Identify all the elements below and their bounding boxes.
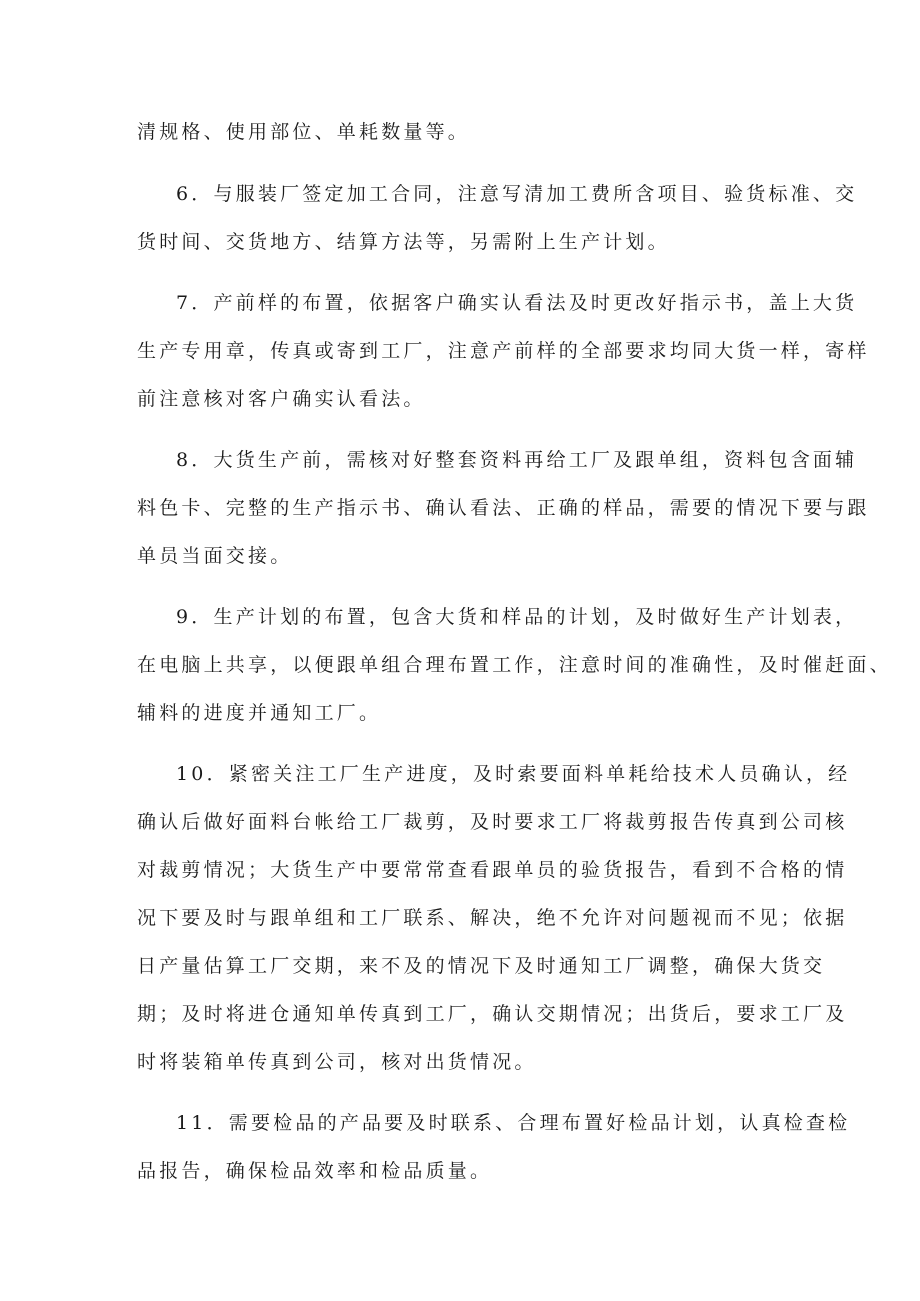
text-line: 况下要及时与跟单组和工厂联系、解决，绝不允许对问题视而不见；依据 <box>137 907 848 929</box>
text-line: 清规格、使用部位、单耗数量等。 <box>137 121 471 143</box>
text-line: 品报告，确保检品效率和检品质量。 <box>137 1160 493 1182</box>
text-line: 期；及时将进仓通知单传真到工厂，确认交期情况；出货后，要求工厂及 <box>137 1003 848 1025</box>
text-line: 货时间、交货地方、结算方法等，另需附上生产计划。 <box>137 231 670 253</box>
text-line: 生产专用章，传真或寄到工厂，注意产前样的全部要求均同大货一样，寄样 <box>137 340 870 362</box>
text-line: 6．与服装厂签定加工合同，注意写清加工费所含项目、验货标准、交 <box>176 183 858 205</box>
text-line: 9．生产计划的布置，包含大货和样品的计划，及时做好生产计划表， <box>176 606 858 628</box>
text-line: 辅料的进度并通知工厂。 <box>137 702 382 724</box>
text-line: 在电脑上共享，以便跟单组合理布置工作，注意时间的准确性，及时催赶面、 <box>137 654 892 676</box>
text-line: 8．大货生产前，需核对好整套资料再给工厂及跟单组，资料包含面辅 <box>176 449 858 471</box>
text-line: 7．产前样的布置，依据客户确实认看法及时更改好指示书，盖上大货 <box>176 292 858 314</box>
text-line: 前注意核对客户确实认看法。 <box>137 388 426 410</box>
text-line: 确认后做好面料台帐给工厂裁剪，及时要求工厂将裁剪报告传真到公司核 <box>137 811 848 833</box>
text-line: 单员当面交接。 <box>137 545 293 567</box>
text-line: 时将装箱单传真到公司，核对出货情况。 <box>137 1051 537 1073</box>
text-line: 11．需要检品的产品要及时联系、合理布置好检品计划，认真检查检 <box>176 1112 851 1134</box>
text-line: 日产量估算工厂交期，来不及的情况下及时通知工厂调整，确保大货交 <box>137 955 826 977</box>
text-line: 10．紧密关注工厂生产进度，及时索要面料单耗给技术人员确认，经 <box>176 763 851 785</box>
text-line: 对裁剪情况；大货生产中要常常查看跟单员的验货报告，看到不合格的情 <box>137 859 848 881</box>
text-line: 料色卡、完整的生产指示书、确认看法、正确的样品，需要的情况下要与跟 <box>137 497 870 519</box>
